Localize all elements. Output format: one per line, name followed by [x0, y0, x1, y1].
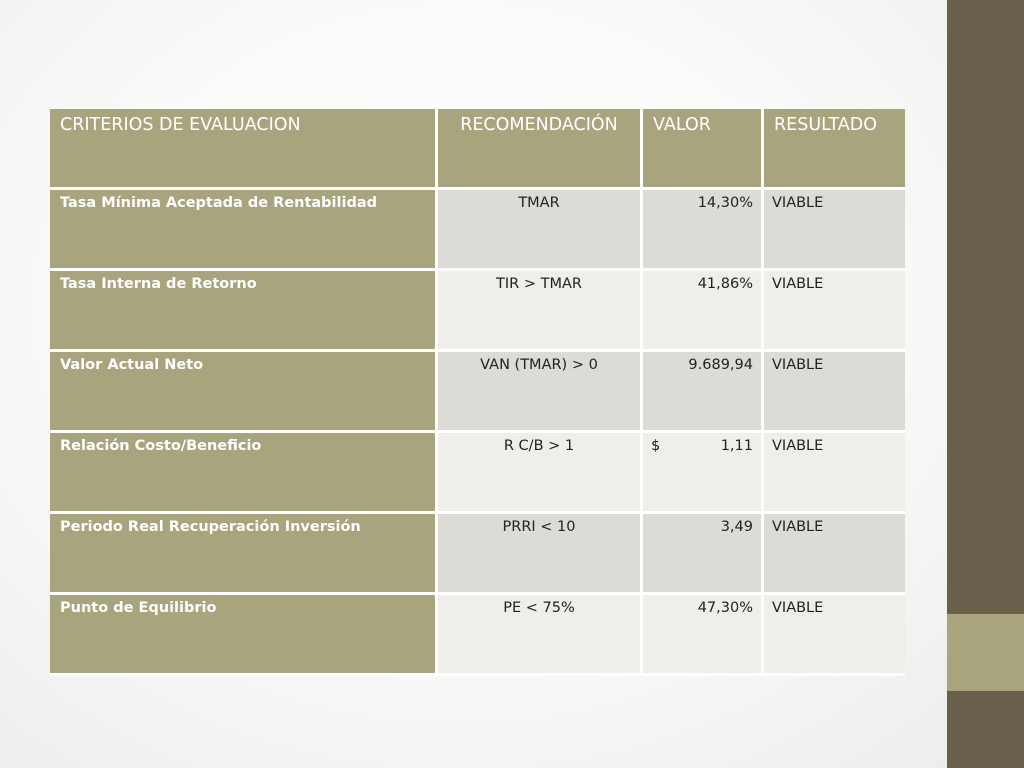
resultado-cell: VIABLE [764, 433, 905, 514]
recomendacion-cell: TMAR [438, 190, 643, 271]
valor-cell: 41,86% [643, 271, 764, 352]
criterio-cell: Periodo Real Recuperación Inversión [50, 514, 438, 595]
resultado-cell: VIABLE [764, 514, 905, 595]
criterio-cell: Tasa Mínima Aceptada de Rentabilidad [50, 190, 438, 271]
table-row [50, 433, 905, 514]
resultado-cell: VIABLE [764, 352, 905, 433]
sidebar-accent-block [947, 614, 1024, 691]
recomendacion-cell: VAN (TMAR) > 0 [438, 352, 643, 433]
valor-cell: 47,30% [643, 595, 764, 676]
criterio-cell: Relación Costo/Beneficio [50, 433, 438, 514]
table-row [50, 514, 905, 595]
header-resultado: RESULTADO [764, 109, 905, 190]
table-row [50, 595, 905, 676]
resultado-cell: VIABLE [764, 271, 905, 352]
valor-cell: 3,49 [643, 514, 764, 595]
table-row [50, 190, 905, 271]
recomendacion-cell: TIR > TMAR [438, 271, 643, 352]
resultado-cell: VIABLE [764, 595, 905, 676]
table-row [50, 352, 905, 433]
currency-symbol: $ [651, 438, 661, 454]
criterio-cell: Tasa Interna de Retorno [50, 271, 438, 352]
resultado-cell: VIABLE [764, 190, 905, 271]
evaluation-table [50, 109, 905, 676]
recomendacion-cell: R C/B > 1 [438, 433, 643, 514]
table-row [50, 271, 905, 352]
header-recomendacion: RECOMENDACIÓN [438, 109, 643, 190]
valor-cell: 14,30% [643, 190, 764, 271]
criterio-cell: Valor Actual Neto [50, 352, 438, 433]
recomendacion-cell: PRRI < 10 [438, 514, 643, 595]
header-valor: VALOR [643, 109, 764, 190]
header-criterios: CRITERIOS DE EVALUACION [50, 109, 438, 190]
recomendacion-cell: PE < 75% [438, 595, 643, 676]
valor-amount: 1,11 [720, 438, 753, 454]
table-header-row [50, 109, 905, 190]
valor-cell [643, 433, 764, 514]
valor-cell: 9.689,94 [643, 352, 764, 433]
criterio-cell: Punto de Equilibrio [50, 595, 438, 676]
